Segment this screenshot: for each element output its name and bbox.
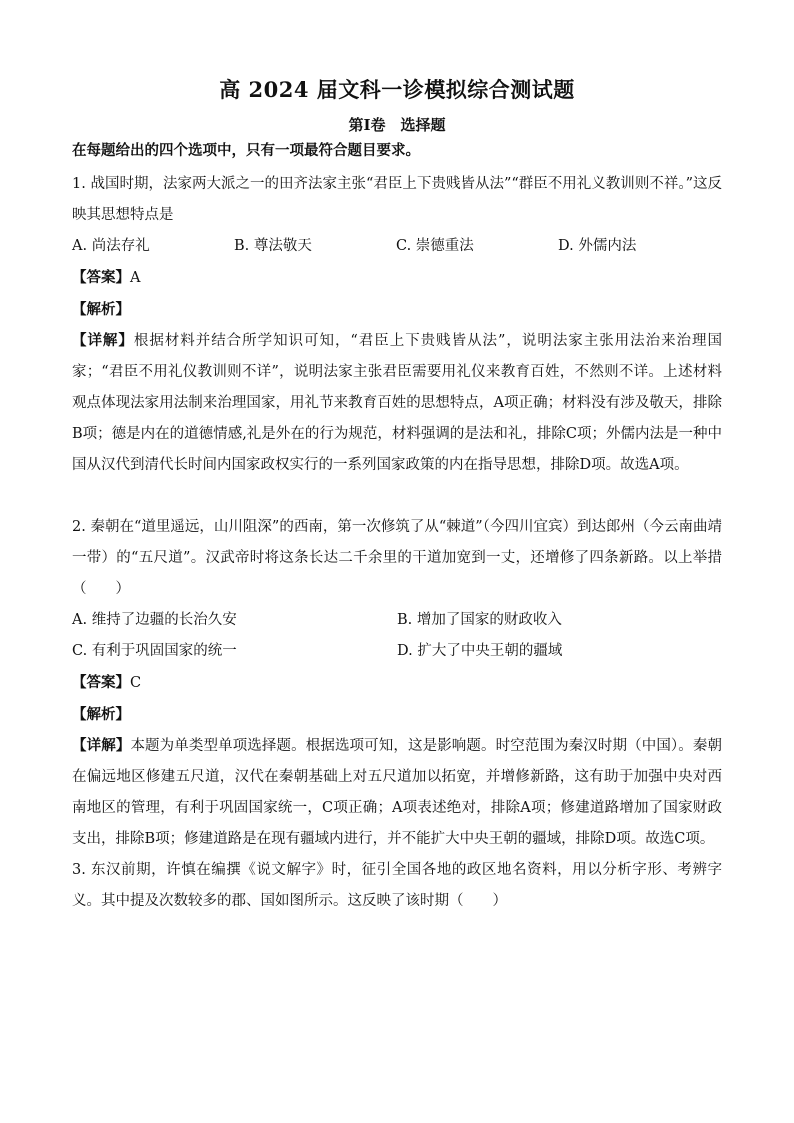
answer-label: 【答案】 (72, 269, 130, 286)
question-stem: 3. 东汉前期，许慎在编撰《说文解字》时，征引全国各地的政区地名资料，用以分析字形、考辨字义。其中提及次数较多的郡、国如图所示。这反映了该时期（ ） (72, 862, 722, 909)
section-title: 第Ⅰ卷 选择题 (348, 116, 446, 134)
instruction-text: 在每题给出的四个选项中，只有一项最符合题目要求。 (72, 142, 420, 159)
answer-line (72, 667, 722, 699)
answer-value: A (130, 270, 141, 286)
analysis-label: 【解析】 (72, 706, 130, 723)
option-d: D. 扩大了中央王朝的疆域 (397, 643, 563, 659)
question-2 (72, 512, 722, 855)
options-list (72, 605, 722, 667)
document-page (72, 70, 722, 917)
answer-label: 【答案】 (72, 674, 130, 691)
option-c: C. 有利于巩固国家的统一 (72, 643, 237, 659)
detail-text: 根据材料并结合所学知识可知，“君臣上下贵贱皆从法”，说明法家主张用法治来治理国家；“君臣不用礼仪教训则不详”，说明法家主张君臣需要用礼仪来教育百姓，不然则不详。上述材料观点体现法家用法制来治理国家，用礼节来教育百姓的思想特点，A项正确；材料没有涉及敬天，排除B项；德是内在的道德情感,礼是外在的行为规范，材料强调的是法和礼，排除C项；外儒内法是一种中国从汉代到清代长时间内国家政权实行的一系列国家政策的内在指导思想，排除D项。故选A项。 (72, 333, 722, 473)
detail-paragraph (72, 325, 722, 481)
detail-label: 【详解】 (72, 737, 131, 754)
detail-label: 【详解】 (72, 332, 134, 349)
page-title: 高 2024 届文科一诊模拟综合测试题 (219, 77, 575, 102)
option-a: A. 维持了边疆的长治久安 (72, 612, 237, 628)
question-3 (72, 855, 722, 917)
options-list (72, 231, 722, 262)
question-stem: 2. 秦朝在“道里遥远，山川阻深”的西南，第一次修筑了从“棘道”（今四川宜宾）到达郎州（今云南曲靖一带）的“五尺道”。汉武帝时将这条长达二千余里的干道加宽到一丈，还增修了四条新路。以上举措（ ） (72, 519, 722, 597)
detail-paragraph (72, 730, 722, 855)
option-d: D. 外儒内法 (558, 238, 637, 254)
option-b: B. 尊法敬天 (234, 238, 312, 254)
analysis-label: 【解析】 (72, 301, 130, 318)
option-b: B. 增加了国家的财政收入 (397, 612, 562, 628)
answer-line (72, 262, 722, 294)
question-1 (72, 169, 722, 481)
detail-text: 本题为单类型单项选择题。根据选项可知，这是影响题。时空范围为秦汉时期（中国）。秦朝在偏远地区修建五尺道，汉代在秦朝基础上对五尺道加以拓宽，并增修新路，这有助于加强中央对西南地区的管理，有利于巩固国家统一，C项正确；A项表述绝对，排除A项；修建道路增加了国家财政支出，排除B项；修建道路是在现有疆域内进行，并不能扩大中央王朝的疆域，排除D项。故选C项。 (72, 738, 723, 847)
question-stem: 1. 战国时期，法家两大派之一的田齐法家主张“君臣上下贵贱皆从法”“群臣不用礼义教训则不祥。”这反映其思想特点是 (72, 176, 722, 223)
option-a: A. 尚法存礼 (72, 238, 150, 254)
answer-value: C (130, 675, 142, 691)
spacer (72, 481, 722, 512)
option-c: C. 崇德重法 (396, 238, 474, 254)
